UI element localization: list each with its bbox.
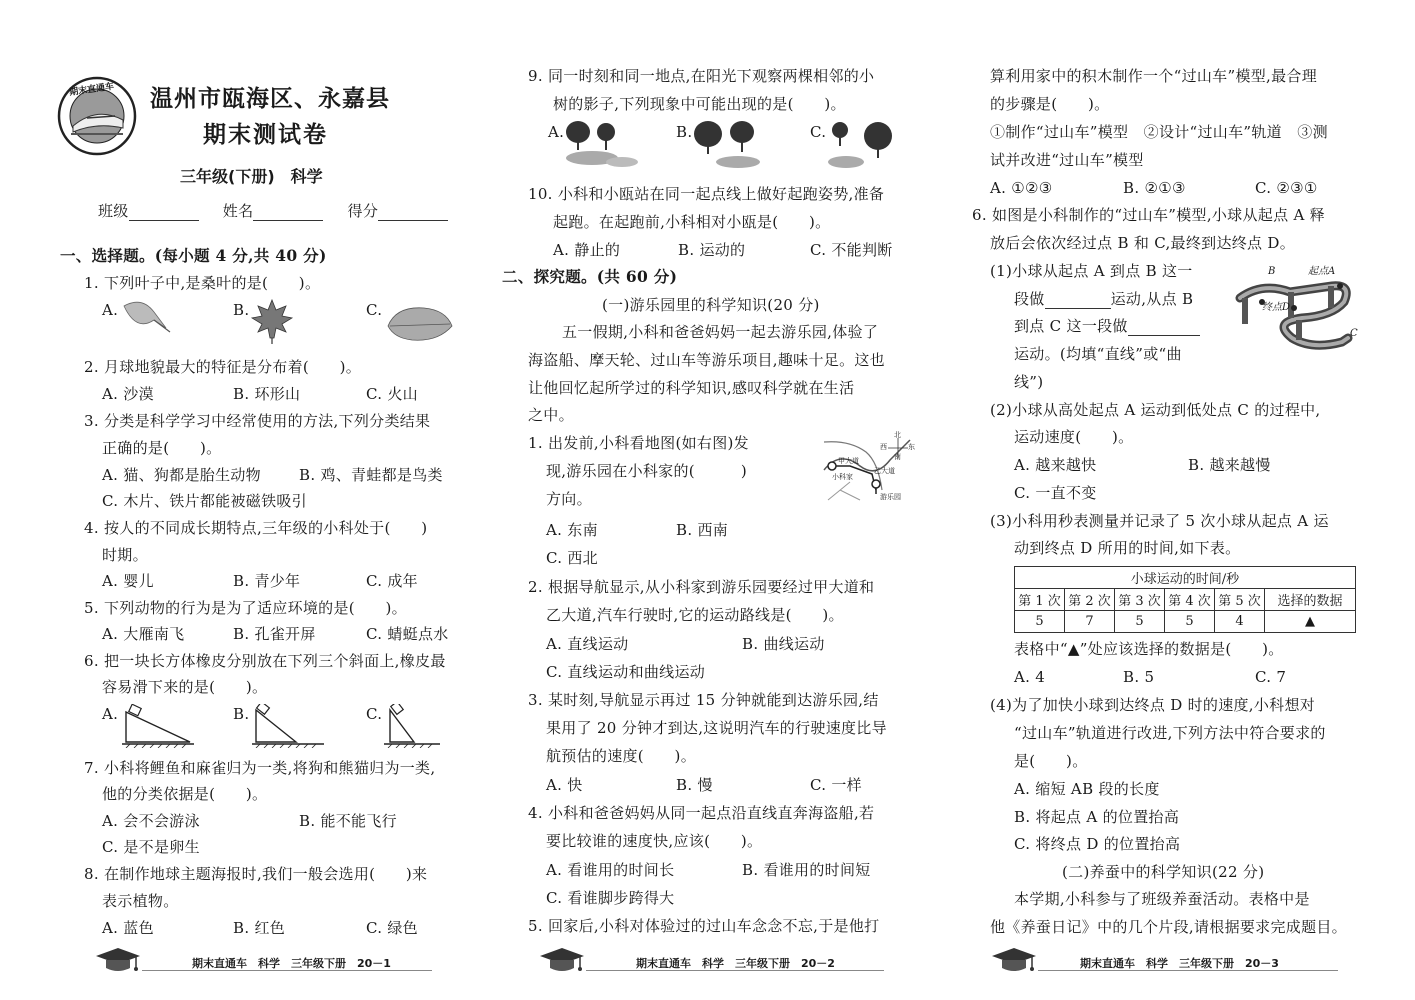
timing-table-cell: 5 bbox=[1165, 611, 1215, 633]
q7-option-b[interactable]: B. 能不能飞行 bbox=[299, 812, 397, 830]
s4-option-a[interactable]: A. 缩短 AB 段的长度 bbox=[1014, 780, 1160, 798]
s1-line2 bbox=[1014, 289, 1193, 309]
part2-line1: 本学期,小科参与了班级养蚕活动。表格中是 bbox=[1014, 890, 1310, 908]
coaster-label-b: B bbox=[1268, 266, 1276, 277]
s3-line2: 动到终点 D 所用的时间,如下表。 bbox=[1014, 539, 1241, 557]
s2-option-c[interactable]: C. 一直不变 bbox=[1014, 484, 1097, 502]
s1-line2-b: 运动,从点 B bbox=[1110, 290, 1194, 308]
q10-stem-line1: 10. 小科和小瓯站在同一起点线上做好起跑姿势,准备 bbox=[528, 185, 885, 203]
q10-option-b[interactable]: B. 运动的 bbox=[678, 241, 746, 259]
q2-option-b[interactable]: B. 环形山 bbox=[233, 385, 301, 403]
q4-stem-line1: 4. 按人的不同成长期特点,三年级的小科处于( ) bbox=[84, 519, 428, 537]
slope-a-icon bbox=[120, 704, 196, 748]
q4-option-b[interactable]: B. 青少年 bbox=[233, 572, 301, 590]
p3-stem-line1: 3. 某时刻,导航显示再过 15 分钟就能到达游乐园,结 bbox=[528, 691, 879, 709]
map-home: 小科家 bbox=[832, 473, 853, 481]
s1-line1: (1)小球从起点 A 到点 B 这一 bbox=[990, 262, 1193, 280]
q2-option-a[interactable]: A. 沙漠 bbox=[102, 385, 154, 403]
p2-option-c[interactable]: C. 直线运动和曲线运动 bbox=[546, 663, 706, 681]
timing-table-cell: 4 bbox=[1215, 611, 1265, 633]
score-field[interactable] bbox=[378, 205, 448, 221]
intro-line3: 让他回忆起所学过的科学知识,感叹科学就在生活 bbox=[528, 379, 855, 397]
q3-option-c[interactable]: C. 木片、铁片都能被磁铁吸引 bbox=[102, 492, 307, 510]
map-north: 北 bbox=[894, 431, 901, 439]
s4-line3: 是( )。 bbox=[1014, 752, 1088, 770]
name-field[interactable] bbox=[253, 205, 323, 221]
exam-subtitle: 三年级(下册) 科学 bbox=[180, 167, 323, 186]
s3q-option-a[interactable]: A. 4 bbox=[1014, 668, 1046, 686]
s2-line2: 运动速度( )。 bbox=[1014, 428, 1134, 446]
maple-leaf-icon bbox=[250, 298, 294, 344]
intro-line1: 五一假期,小科和爸爸妈妈一起去游乐园,体验了 bbox=[562, 323, 879, 341]
q8-option-b[interactable]: B. 红色 bbox=[233, 919, 286, 937]
coaster-label-c: C bbox=[1350, 328, 1358, 339]
timing-table-header: 第 3 次 bbox=[1115, 589, 1165, 611]
part2-line2: 他《养蚕日记》中的几个片段,请根据要求完成题目。 bbox=[990, 918, 1347, 936]
s1-line3 bbox=[1014, 316, 1200, 336]
q1-option-c[interactable]: C. bbox=[366, 301, 383, 319]
q8-stem-line1: 8. 在制作地球主题海报时,我们一般会选用( )来 bbox=[84, 865, 428, 883]
q7-option-a[interactable]: A. 会不会游泳 bbox=[102, 812, 200, 830]
p5-stem-line1: 5. 回家后,小科对体验过的过山车念念不忘,于是他打 bbox=[528, 917, 880, 935]
trees-shadow-a-icon bbox=[562, 118, 642, 172]
footer-text: 期末直通车 科学 三年级下册 20－3 bbox=[1080, 957, 1279, 970]
q5-option-b[interactable]: B. 孔雀开屏 bbox=[233, 625, 316, 643]
q7-option-c[interactable]: C. 是不是卵生 bbox=[102, 838, 200, 856]
p1-stem-line1: 1. 出发前,小科看地图(如右图)发 bbox=[528, 434, 749, 452]
ginkgo-leaf-icon bbox=[120, 298, 172, 340]
p2-stem-line2: 乙大道,汽车行驶时,它的运动路线是( )。 bbox=[546, 606, 844, 624]
timing-table-header: 选择的数据 bbox=[1265, 589, 1356, 611]
q5-option-a[interactable]: A. 大雁南飞 bbox=[102, 625, 185, 643]
train-logo bbox=[57, 76, 137, 156]
p5-stem-line5: 试并改进“过山车”模型 bbox=[990, 151, 1144, 169]
graduation-cap-icon bbox=[92, 946, 144, 976]
coaster-label-end: 终点D bbox=[1262, 302, 1291, 313]
footer-text: 期末直通车 科学 三年级下册 20－1 bbox=[192, 957, 391, 970]
route-map bbox=[820, 430, 916, 510]
s4-option-c[interactable]: C. 将终点 D 的位置抬高 bbox=[1014, 835, 1181, 853]
s3q-line1: 表格中“▲”处应该选择的数据是( )。 bbox=[1014, 640, 1284, 658]
timing-table-cell: 5 bbox=[1015, 611, 1065, 633]
footer-text: 期末直通车 科学 三年级下册 20－2 bbox=[636, 957, 835, 970]
q9-option-c[interactable]: C. bbox=[810, 123, 827, 141]
s1-line5: 线”) bbox=[1014, 373, 1044, 391]
q2-option-c[interactable]: C. 火山 bbox=[366, 385, 418, 403]
section2-heading: 二、探究题。(共 60 分) bbox=[502, 267, 678, 286]
intro-line4: 之中。 bbox=[528, 406, 574, 424]
map-east: 东 bbox=[908, 443, 915, 451]
q7-stem-line1: 7. 小科将鲤鱼和麻雀归为一类,将狗和熊猫归为一类, bbox=[84, 759, 436, 777]
intro-line2: 海盗船、摩天轮、过山车等游乐项目,趣味十足。这也 bbox=[528, 351, 885, 369]
q9-option-a[interactable]: A. bbox=[548, 123, 565, 141]
map-park: 游乐园 bbox=[880, 493, 901, 501]
mulberry-leaf-icon bbox=[384, 304, 456, 344]
p1-option-a[interactable]: A. 东南 bbox=[546, 521, 598, 539]
q10-stem-line2: 起跑。在起跑前,小科相对小瓯是( )。 bbox=[553, 213, 831, 231]
p4-option-c[interactable]: C. 看谁脚步跨得大 bbox=[546, 889, 675, 907]
map-south: 南 bbox=[894, 453, 901, 461]
p4-stem-line2: 要比较谁的速度快,应该( )。 bbox=[546, 832, 763, 850]
map-road-b: 乙大道 bbox=[874, 467, 895, 475]
trees-shadow-b-icon bbox=[692, 118, 772, 172]
q4-stem-line2: 时期。 bbox=[102, 546, 148, 564]
q9-stem-line2: 树的影子,下列现象中可能出现的是( )。 bbox=[553, 95, 846, 113]
q3-stem-line2: 正确的是( )。 bbox=[102, 439, 222, 457]
q8-stem-line2: 表示植物。 bbox=[102, 892, 179, 910]
p6-stem-line1: 6. 如图是小科制作的“过山车”模型,小球从起点 A 释 bbox=[972, 206, 1325, 224]
q4-option-a[interactable]: A. 婴儿 bbox=[102, 572, 154, 590]
score-label: 得分 bbox=[347, 202, 379, 220]
p5-option-b[interactable]: B. ②①③ bbox=[1123, 179, 1186, 197]
graduation-cap-icon bbox=[536, 946, 588, 976]
q9-option-b[interactable]: B. bbox=[676, 123, 693, 141]
p3-option-b[interactable]: B. 慢 bbox=[676, 776, 713, 794]
p4-stem-line1: 4. 小科和爸爸妈妈从同一起点沿直线直奔海盗船,若 bbox=[528, 804, 875, 822]
page-column-3 bbox=[942, 0, 1415, 1000]
s4-line2: “过山车”轨道进行改进,下列方法中符合要求的 bbox=[1014, 724, 1326, 742]
s3q-option-b[interactable]: B. 5 bbox=[1123, 668, 1155, 686]
q3-stem-line1: 3. 分类是科学学习中经常使用的方法,下列分类结果 bbox=[84, 412, 431, 430]
q10-option-c[interactable]: C. 不能判断 bbox=[810, 241, 893, 259]
q6-option-b[interactable]: B. bbox=[233, 705, 250, 723]
p5-stem-line3: 的步骤是( )。 bbox=[990, 95, 1110, 113]
p3-stem-line3: 航预估的速度( )。 bbox=[546, 747, 697, 765]
p1-stem-line2: 现,游乐园在小科家的( ) bbox=[546, 462, 747, 480]
timing-table-header: 第 4 次 bbox=[1165, 589, 1215, 611]
p2-option-b[interactable]: B. 曲线运动 bbox=[742, 635, 825, 653]
page-column-1 bbox=[0, 0, 470, 1000]
p1-stem-line3: 方向。 bbox=[546, 490, 592, 508]
q5-option-c[interactable]: C. 蜻蜓点水 bbox=[366, 625, 449, 643]
exam-title-line1: 温州市瓯海区、永嘉县 bbox=[150, 86, 390, 112]
timing-table-title: 小球运动的时间/秒 bbox=[1015, 567, 1356, 589]
page-column-2 bbox=[470, 0, 942, 1000]
roller-coaster-model bbox=[1232, 258, 1362, 370]
p2-option-a[interactable]: A. 直线运动 bbox=[546, 635, 629, 653]
s1-blank-2[interactable] bbox=[1128, 320, 1200, 336]
q9-stem-line1: 9. 同一时刻和同一地点,在阳光下观察两棵相邻的小 bbox=[528, 67, 875, 85]
q6-stem-line2: 容易滑下来的是( )。 bbox=[102, 678, 268, 696]
p5-option-a[interactable]: A. ①②③ bbox=[990, 179, 1053, 197]
timing-table-header: 第 5 次 bbox=[1215, 589, 1265, 611]
slope-c-icon bbox=[382, 704, 442, 748]
name-label: 姓名 bbox=[222, 202, 254, 220]
p4-option-b[interactable]: B. 看谁用的时间短 bbox=[742, 861, 871, 879]
s1-line3-a: 到点 C 这一段做 bbox=[1014, 317, 1128, 335]
s1-line2-a: 段做 bbox=[1014, 290, 1045, 308]
q3-option-b[interactable]: B. 鸡、青蛙都是鸟类 bbox=[299, 466, 443, 484]
p3-option-c[interactable]: C. 一样 bbox=[810, 776, 862, 794]
p2-stem-line1: 2. 根据导航显示,从小科家到游乐园要经过甲大道和 bbox=[528, 578, 875, 596]
q1-option-b[interactable]: B. bbox=[233, 301, 250, 319]
p1-option-c[interactable]: C. 西北 bbox=[546, 549, 598, 567]
q6-option-c[interactable]: C. bbox=[366, 705, 383, 723]
slope-b-icon bbox=[250, 704, 326, 748]
student-info-row bbox=[98, 201, 448, 221]
timing-table-cell: 7 bbox=[1065, 611, 1115, 633]
p5-stem-line4: ①制作“过山车”模型 ②设计“过山车”轨道 ③测 bbox=[990, 123, 1328, 141]
p5-option-c[interactable]: C. ②③① bbox=[1255, 179, 1318, 197]
timing-table-header: 第 2 次 bbox=[1065, 589, 1115, 611]
p3-option-a[interactable]: A. 快 bbox=[546, 776, 583, 794]
trees-shadow-c-icon bbox=[826, 118, 906, 172]
q3-option-a[interactable]: A. 猫、狗都是胎生动物 bbox=[102, 466, 261, 484]
q6-option-a[interactable]: A. bbox=[102, 705, 119, 723]
map-road-a: 甲大道 bbox=[838, 457, 859, 465]
p3-stem-line2: 果用了 20 分钟才到达,这说明汽车的行驶速度比导 bbox=[546, 719, 887, 737]
p6-stem-line2: 放后会依次经过点 B 和 C,最终到达终点 D。 bbox=[990, 234, 1296, 252]
timing-table-header: 第 1 次 bbox=[1015, 589, 1065, 611]
s2-option-a[interactable]: A. 越来越快 bbox=[1014, 456, 1097, 474]
s3-line1: (3)小科用秒表测量并记录了 5 次小球从起点 A 运 bbox=[990, 512, 1329, 530]
s1-blank-1[interactable] bbox=[1045, 293, 1111, 309]
s2-line1: (2)小球从高处起点 A 运动到低处点 C 的过程中, bbox=[990, 401, 1321, 419]
q7-stem-line2: 他的分类依据是( )。 bbox=[102, 785, 268, 803]
q1-option-a[interactable]: A. bbox=[102, 301, 119, 319]
p5-stem-line2: 算利用家中的积木制作一个“过山车”模型,最合理 bbox=[990, 67, 1318, 85]
s3q-option-c[interactable]: C. 7 bbox=[1255, 668, 1287, 686]
section1-heading: 一、选择题。(每小题 4 分,共 40 分) bbox=[60, 246, 327, 265]
coaster-label-start: 起点A bbox=[1308, 266, 1336, 277]
q2-stem: 2. 月球地貌最大的特征是分布着( )。 bbox=[84, 358, 362, 376]
q5-stem: 5. 下列动物的行为是为了适应环境的是( )。 bbox=[84, 599, 407, 617]
timing-table bbox=[1014, 566, 1356, 633]
s2-option-b[interactable]: B. 越来越慢 bbox=[1188, 456, 1271, 474]
logo-text: 期末直通车 bbox=[68, 81, 115, 99]
p1-option-b[interactable]: B. 西南 bbox=[676, 521, 729, 539]
q10-option-a[interactable]: A. 静止的 bbox=[553, 241, 621, 259]
part1-heading: (一)游乐园里的科学知识(20 分) bbox=[602, 296, 820, 314]
q8-option-c[interactable]: C. 绿色 bbox=[366, 919, 418, 937]
q6-stem-line1: 6. 把一块长方体橡皮分别放在下列三个斜面上,橡皮最 bbox=[84, 652, 446, 670]
map-west: 西 bbox=[880, 443, 887, 451]
s1-line4: 运动。(均填“直线”或“曲 bbox=[1014, 345, 1182, 363]
s4-line1: (4)为了加快小球到达终点 D 时的速度,小科想对 bbox=[990, 696, 1316, 714]
timing-table-cell: ▲ bbox=[1265, 611, 1356, 633]
q8-option-a[interactable]: A. 蓝色 bbox=[102, 919, 154, 937]
part2-heading: (二)养蚕中的科学知识(22 分) bbox=[1062, 863, 1265, 881]
class-label: 班级 bbox=[98, 202, 129, 220]
p4-option-a[interactable]: A. 看谁用的时间长 bbox=[546, 861, 675, 879]
q1-stem: 1. 下列叶子中,是桑叶的是( )。 bbox=[84, 274, 321, 292]
q4-option-c[interactable]: C. 成年 bbox=[366, 572, 418, 590]
graduation-cap-icon bbox=[988, 946, 1040, 976]
exam-title-line2: 期末测试卷 bbox=[203, 122, 328, 148]
timing-table-cell: 5 bbox=[1115, 611, 1165, 633]
s4-option-b[interactable]: B. 将起点 A 的位置抬高 bbox=[1014, 808, 1180, 826]
class-field[interactable] bbox=[129, 205, 199, 221]
